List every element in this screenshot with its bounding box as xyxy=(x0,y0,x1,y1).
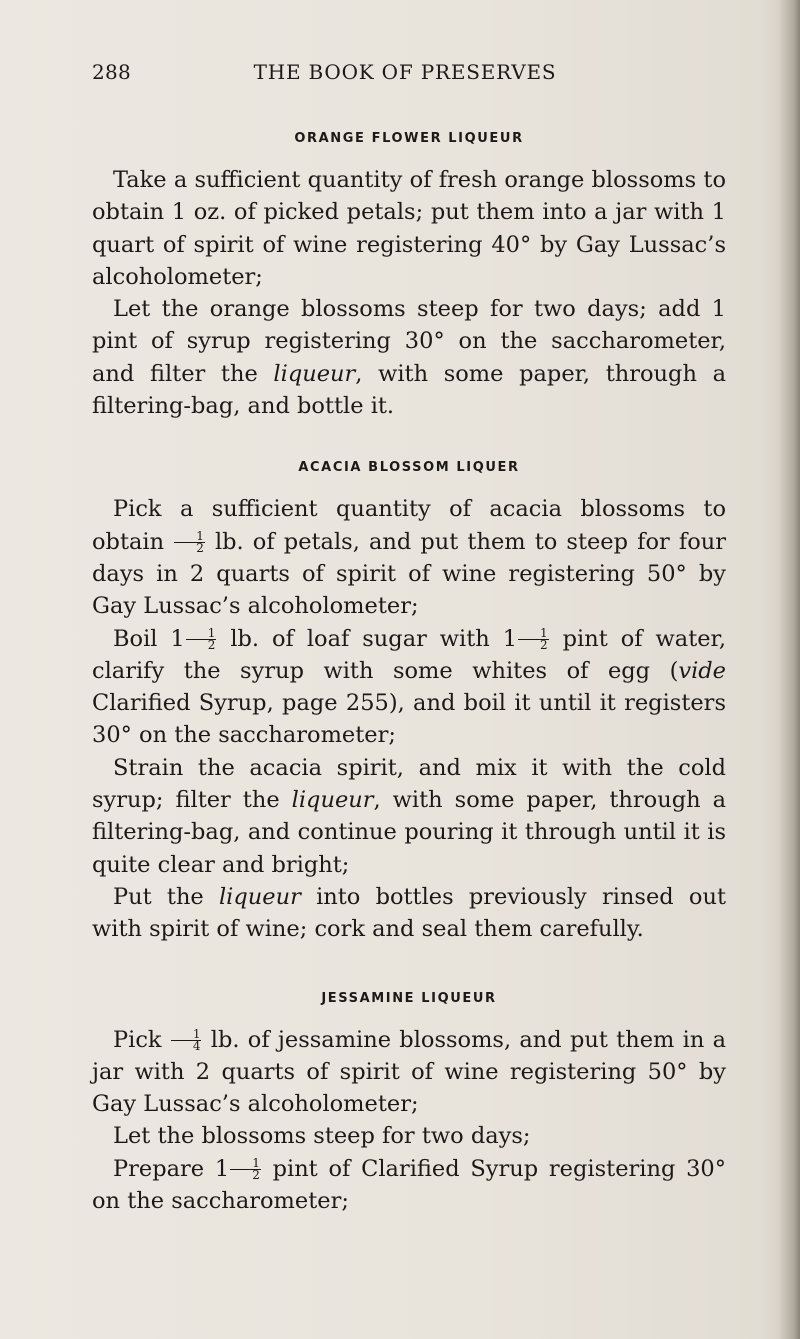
section-heading-orange-flower: ORANGE FLOWER LIQUEUR xyxy=(294,131,524,146)
orange-paragraph-2 xyxy=(92,293,726,422)
fraction-denominator: 2 xyxy=(540,638,548,653)
running-head xyxy=(92,60,718,90)
text-run: pint of Clarified Syrup registering 30° on the saccharometer; xyxy=(92,1155,726,1215)
text-run: lb. of loaf sugar with 1 xyxy=(217,625,518,652)
page-edge-shadow xyxy=(778,0,800,1339)
acacia-paragraph-1 xyxy=(92,493,726,622)
fraction xyxy=(186,628,217,651)
italic-term: liqueur xyxy=(291,787,374,814)
text-run: into bottles previously rinsed out with spirit of wine; cork and seal them carefully. xyxy=(92,883,726,943)
text-run: pint of water, clarify the syrup with some whites of egg ( xyxy=(92,625,726,684)
text-run: Boil 1 xyxy=(113,625,185,652)
page-number: 288 xyxy=(92,60,132,84)
acacia-paragraph-2 xyxy=(92,623,726,752)
fraction-denominator: 4 xyxy=(192,1039,201,1054)
jessamine-paragraph-1 xyxy=(92,1024,726,1121)
italic-term: vide xyxy=(678,657,726,684)
book-title: THE BOOK OF PRESERVES xyxy=(253,60,557,84)
text-run: Let the orange blossoms steep for two days; add 1 pint of syrup registering 30° on the saccharometer, and filter the xyxy=(92,296,726,387)
text-run: Prepare 1 xyxy=(113,1155,230,1182)
text-run: lb. of jessamine blossoms, and put them in a jar with 2 quarts of spirit of wine registering 50° by Gay Lussac’s alcoholometer; xyxy=(92,1026,726,1118)
text-run: lb. of petals, and put them to steep for four days in 2 quarts of spirit of wine registering 50° by Gay Lussac’s alcoholometer; xyxy=(92,528,726,620)
fraction-numerator: 1 xyxy=(518,628,549,640)
jessamine-paragraph-2: Let the blossoms steep for two days; xyxy=(113,1123,531,1150)
italic-term: liqueur xyxy=(273,360,356,387)
fraction xyxy=(171,1029,202,1052)
section-heading-acacia-blossom: ACACIA BLOSSOM LIQUER xyxy=(298,460,520,476)
text-run: Clarified Syrup, page 255), and boil it until it registers 30° on the saccharometer; xyxy=(92,690,726,749)
page-content xyxy=(92,128,726,1217)
text-run: Put the xyxy=(113,883,219,910)
orange-paragraph-1: Take a sufficient quantity of fresh orange blossoms to obtain 1 oz. of picked petals; put them into a jar with 1 quart of spirit of wine registering 40° by Gay Lussac’s alcoholometer; xyxy=(92,167,726,290)
fraction xyxy=(518,628,549,651)
text-run: , with some paper, through a filtering-bag, and bottle it. xyxy=(92,360,727,420)
fraction-numerator: 1 xyxy=(171,1029,202,1041)
fraction xyxy=(174,531,205,554)
fraction-numerator: 1 xyxy=(230,1158,261,1170)
fraction-denominator: 2 xyxy=(207,638,216,653)
acacia-paragraph-3 xyxy=(92,752,726,881)
italic-term: liqueur xyxy=(218,883,301,910)
acacia-paragraph-4 xyxy=(92,881,726,946)
text-run: , with some paper, through a filtering-bag, and continue pouring it through until it is quite clear and bright; xyxy=(92,787,727,878)
fraction xyxy=(230,1158,261,1181)
text-run: Pick xyxy=(113,1026,170,1053)
text-run: Strain the acacia spirit, and mix it with the cold syrup; filter the xyxy=(92,754,726,814)
fraction-denominator: 2 xyxy=(252,1168,260,1183)
fraction-numerator: 1 xyxy=(174,531,205,543)
text-run: Pick a sufficient quantity of acacia blossoms to obtain xyxy=(92,496,726,555)
fraction-numerator: 1 xyxy=(186,628,217,640)
section-heading-jessamine: JESSAMINE LIQUEUR xyxy=(321,990,497,1006)
jessamine-paragraph-3 xyxy=(92,1153,726,1218)
fraction-denominator: 2 xyxy=(196,541,204,556)
